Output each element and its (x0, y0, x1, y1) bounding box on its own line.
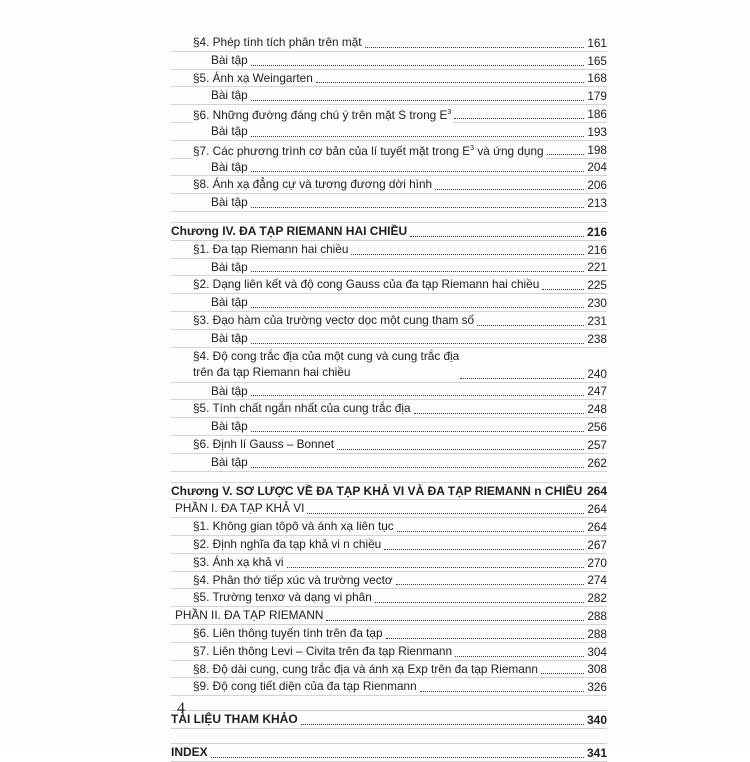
dot-leader (337, 449, 584, 450)
toc-entry-row[interactable] (171, 554, 607, 572)
dot-leader (414, 413, 584, 414)
toc-page-number: 288 (587, 608, 607, 623)
toc-entry-text: Bài tập (211, 123, 248, 138)
toc-entry-text: Bài tập (211, 454, 248, 469)
toc-entry-title (193, 400, 413, 416)
dot-leader (351, 254, 584, 255)
dot-leader (251, 100, 584, 101)
dot-leader (365, 47, 584, 48)
toc-entry-row[interactable] (171, 141, 607, 159)
toc-entry-row[interactable] (171, 643, 607, 661)
toc-entry-title (193, 518, 396, 534)
dot-leader (420, 691, 584, 692)
toc-page-number: 179 (587, 89, 607, 104)
toc-entry-row[interactable] (171, 159, 607, 177)
toc-entry-row[interactable] (171, 383, 607, 401)
toc-entry-row[interactable] (171, 454, 607, 472)
toc-entry-title (211, 454, 250, 470)
toc-entry-row[interactable] (171, 607, 607, 625)
toc-entry-text: Bài tập (211, 195, 248, 210)
toc-entry-title (193, 276, 541, 292)
dot-leader (251, 65, 584, 66)
toc-page-number: 264 (586, 484, 607, 499)
dot-leader (301, 724, 584, 725)
toc-entry-title (193, 589, 374, 605)
toc-page-number: 267 (587, 537, 607, 552)
toc-page-number: 221 (587, 260, 607, 275)
toc-entry-title (193, 312, 476, 328)
dot-leader (384, 549, 584, 550)
toc-entry-row[interactable] (171, 536, 607, 554)
toc-entry-text: §4. Phân thớ tiếp xúc và trường vectơ (193, 572, 393, 587)
toc-page-number: 304 (587, 644, 607, 659)
toc-entry-row[interactable] (171, 418, 607, 436)
dot-leader (251, 207, 584, 208)
toc-page-number: 264 (587, 519, 607, 534)
toc-entry-row[interactable] (171, 678, 607, 696)
toc-entry-row[interactable] (171, 87, 607, 105)
dot-leader (460, 378, 584, 379)
toc-entry-text: §8. Độ dài cung, cung trắc địa và ánh xạ Exp trên đa tạp Riemann (193, 661, 538, 676)
dot-leader (307, 513, 584, 514)
superscript: 3 (447, 109, 452, 117)
toc-chapter-row[interactable] (171, 223, 607, 241)
toc-entry-row[interactable] (171, 259, 607, 277)
toc-entry-title (193, 176, 434, 192)
page-number: 4 (177, 700, 185, 717)
toc-entry-row[interactable] (171, 625, 607, 643)
toc-entry-title (193, 141, 546, 159)
dot-leader (396, 584, 584, 585)
toc-page-number: 256 (587, 419, 607, 434)
dot-leader (375, 602, 584, 603)
toc-spacer (171, 212, 607, 223)
toc-entry-title (193, 536, 383, 552)
toc-spacer (171, 472, 607, 483)
toc-page-number: 238 (587, 331, 607, 346)
toc-entry-text: PHẦN I. ĐA TẠP KHẢ VI (175, 501, 305, 516)
toc-entry-text: Chương IV. ĐA TẠP RIEMANN HAI CHIỀU (171, 223, 408, 238)
toc-entry-row[interactable] (171, 518, 607, 536)
dot-leader (251, 431, 584, 432)
toc-entry-title (211, 52, 250, 68)
superscript: 3 (470, 144, 475, 152)
toc-entry-text: Bài tập (211, 330, 248, 345)
toc-page-number: 165 (587, 53, 607, 68)
toc-entry-text: §4. Phép tính tích phân trên mặt (193, 35, 362, 49)
dot-leader (326, 620, 584, 621)
toc-entry-title (171, 744, 210, 760)
toc-page-number: 257 (587, 437, 607, 452)
toc-entry-row[interactable] (171, 400, 607, 418)
dot-leader (251, 343, 584, 344)
toc-page-number: 340 (586, 712, 607, 727)
dot-leader (547, 154, 584, 155)
toc-entry-title (171, 711, 300, 727)
toc-page-number: 248 (587, 402, 607, 417)
toc-entry-title (193, 678, 419, 694)
dot-leader (251, 307, 584, 308)
toc-entry-title (175, 500, 306, 516)
toc-entry-row[interactable] (171, 123, 607, 141)
toc-page-number: 270 (587, 555, 607, 570)
toc-entry-row[interactable] (171, 276, 607, 294)
toc-entry-text: INDEX (171, 744, 208, 759)
toc-entry-text: Bài tập (211, 383, 248, 398)
toc-entry-text: §1. Đa tạp Riemann hai chiều (193, 241, 349, 256)
toc-entry-title (193, 70, 315, 86)
dot-leader (316, 82, 584, 83)
toc-entry-text: §7. Các phương trình cơ bản của lí tuyết mặt trong E (193, 143, 471, 158)
toc-entry-title (211, 418, 250, 434)
toc-chapter-row[interactable] (171, 483, 607, 501)
toc-entry-title (211, 259, 250, 275)
toc-page-number: 206 (587, 178, 607, 193)
toc-entry-row[interactable] (171, 194, 607, 212)
toc-entry-title (211, 123, 250, 139)
dot-leader (435, 189, 584, 190)
toc-entry-text: Bài tập (211, 259, 248, 274)
toc-entry-text-tail: và ứng dụng (474, 143, 544, 158)
toc-entry-text: §3. Đạo hàm của trường vectơ dọc một cung tham số (193, 312, 475, 327)
dot-leader (251, 467, 584, 468)
toc-entry-row[interactable] (171, 105, 607, 123)
toc-entry-text: §5. Trường tenxơ và dạng vi phân (193, 590, 372, 605)
toc-page-number: 225 (587, 278, 607, 293)
toc-entry-title (193, 572, 395, 588)
toc-entry-text: §3. Ánh xạ khả vi (193, 554, 284, 569)
toc-entry-text: §6. Liên thông tuyến tính trên đa tạp (193, 625, 383, 640)
toc-entry-title (193, 643, 454, 659)
toc-entry-title (193, 554, 286, 570)
toc-entry-text: §5. Ánh xạ Weingarten (193, 70, 313, 85)
toc-page-number: 186 (587, 106, 607, 121)
toc-entry-row[interactable] (171, 34, 607, 52)
toc-page-number: 204 (587, 160, 607, 175)
dot-leader (251, 136, 584, 137)
toc-page-number: 230 (587, 295, 607, 310)
toc-entry-title (171, 483, 584, 499)
toc-entry-title (193, 105, 453, 123)
toc-entry-title (211, 383, 250, 399)
toc-entry-row[interactable] (171, 52, 607, 70)
toc-page-number: 282 (587, 591, 607, 606)
toc-entry-text: Bài tập (211, 419, 248, 434)
dot-leader (477, 325, 584, 326)
toc-entry-row[interactable] (171, 312, 607, 330)
toc-page-number: 247 (587, 384, 607, 399)
toc-entry-row[interactable] (171, 294, 607, 312)
toc-entry-text: Bài tập (211, 88, 248, 103)
toc-entry-row[interactable] (171, 176, 607, 194)
toc-entry-text: §2. Dạng liên kết và độ cong Gauss của đa tạp Riemann hai chiều (193, 277, 540, 292)
toc-entry-text: §1. Không gian tôpô và ánh xạ liên tục (193, 519, 394, 534)
toc-page-number: 274 (587, 573, 607, 588)
toc-page-number: 308 (587, 662, 607, 677)
toc-entry-title (211, 194, 250, 210)
toc-page-number: 216 (586, 224, 607, 239)
toc-entry-text: PHẦN II. ĐA TẠP RIEMANN (175, 608, 324, 623)
dot-leader (455, 656, 584, 657)
dot-leader (251, 271, 584, 272)
toc-entry-text: §8. Ánh xạ đẳng cự và tương đương dời hình (193, 177, 433, 192)
toc-page-number: 288 (587, 626, 607, 641)
toc-entry-text: §9. Độ cong tiết diện của đa tạp Rienmann (193, 679, 417, 694)
dot-leader (541, 673, 584, 674)
dot-leader (397, 531, 584, 532)
toc-page-number: 193 (587, 124, 607, 139)
dot-leader (287, 567, 584, 568)
toc-page-number: 198 (587, 142, 607, 157)
toc-chapter-row[interactable] (171, 744, 607, 762)
toc-entry-text: Bài tập (211, 159, 248, 174)
toc-entry-title (211, 159, 250, 175)
toc-page-number: 231 (587, 313, 607, 328)
toc-entry-title (193, 625, 385, 641)
toc-entry-title (211, 87, 250, 103)
toc-spacer (171, 729, 607, 744)
toc-entry-title (171, 223, 409, 239)
toc-entry-text: Bài tập (211, 295, 248, 310)
dot-leader (410, 236, 584, 237)
dot-leader (211, 757, 584, 758)
toc-entry-row[interactable] (171, 500, 607, 518)
dot-leader (251, 171, 584, 172)
toc-page-number: 341 (586, 745, 607, 760)
toc-page-number: 161 (587, 35, 607, 50)
toc-page-number: 168 (587, 71, 607, 86)
toc-entry-text: Chương V. SƠ LƯỢC VỀ ĐA TẠP KHẢ VI VÀ ĐA TẠP RIEMANN n CHIỀU (171, 483, 583, 498)
toc-entry-row[interactable] (171, 241, 607, 259)
toc-page-number: 262 (587, 455, 607, 470)
toc-chapter-row[interactable] (171, 711, 607, 729)
toc-spacer (171, 696, 607, 711)
dot-leader (542, 289, 584, 290)
toc-entry-title (193, 348, 461, 380)
toc-entry-text: §7. Liên thông Levi – Civita trên đa tạp Rienmann (193, 643, 453, 658)
toc-entry-title (193, 34, 364, 50)
dot-leader (454, 118, 584, 119)
toc-page-number: 216 (587, 242, 607, 257)
toc-entry-text-line2: trên đa tạp Riemann hai chiều (193, 364, 351, 379)
toc-entry-title (193, 436, 336, 452)
toc-entry-row[interactable] (171, 589, 607, 607)
toc-entry-text: §6. Định lí Gauss – Bonnet (193, 436, 334, 451)
toc-page-number: 326 (587, 680, 607, 695)
toc-entry-text: Bài tập (211, 52, 248, 67)
toc-entry-row[interactable] (171, 436, 607, 454)
toc-entry-title (193, 661, 540, 677)
dot-leader (251, 395, 584, 396)
toc-entry-title (211, 294, 250, 310)
toc-entry-row[interactable] (171, 70, 607, 88)
toc-entry-row[interactable] (171, 661, 607, 679)
toc-entry-title (193, 241, 350, 257)
toc-entry-row[interactable] (171, 348, 607, 383)
toc-entry-text: §4. Độ cong trắc địa của một cung và cung trắc địa (193, 348, 460, 363)
toc-entry-text: §6. Những đường đáng chú ý trên mặt S trong E (193, 108, 448, 123)
toc-entry-title (175, 607, 325, 623)
toc-entry-row[interactable] (171, 572, 607, 590)
toc-page-number: 240 (587, 366, 607, 381)
dot-leader (386, 638, 584, 639)
toc-page-number: 264 (587, 502, 607, 517)
toc-entry-text: TÀI LIỆU THAM KHẢO (171, 712, 298, 727)
toc-entry-row[interactable] (171, 330, 607, 348)
toc-page-number: 213 (587, 195, 607, 210)
table-of-contents (171, 34, 607, 762)
toc-entry-text: §2. Định nghĩa đa tạp khả vi n chiều (193, 536, 382, 551)
toc-entry-text: §5. Tính chất ngắn nhất của cung trắc địa (193, 401, 411, 416)
toc-entry-title (211, 330, 250, 346)
